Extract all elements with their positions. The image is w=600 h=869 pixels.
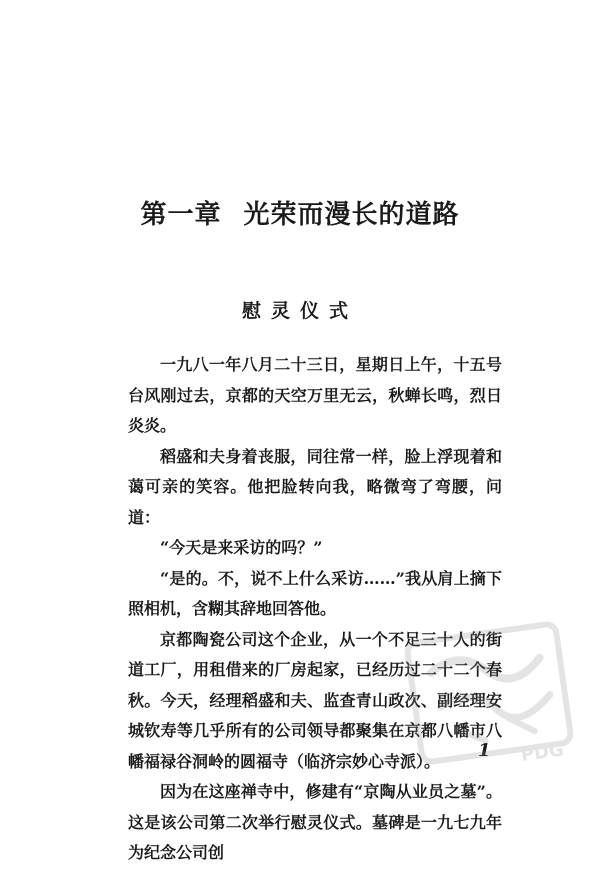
chapter-title (0, 194, 600, 231)
chapter-number: 第一章 (140, 200, 222, 230)
section-title: 慰灵仪式 (241, 300, 358, 322)
body-text (128, 350, 502, 869)
paragraph: 稻盛和夫身着丧服，同往常一样，脸上浮现着和蔼可亲的笑容。他把脸转向我，略微弯了弯腰，问道： (128, 446, 502, 527)
watermark-seal-icon (406, 623, 574, 780)
paragraph: 因为在这座禅寺中，修建有“京陶从业员之墓”。这是该公司第二次举行慰灵仪式。墓碑是一九七九年为纪念公司创 (128, 782, 502, 862)
paragraph: 一九八一年八月二十三日，星期日上午，十五号台风刚过去，京都的天空万里无云，秋蝉长鸣，烈日炎炎。 (128, 355, 502, 435)
paragraph: “是的。不，说不上什么采访……”我从肩上摘下照相机，含糊其辞地回答他。 (128, 568, 502, 618)
watermark-text: PDG (519, 739, 566, 767)
watermark-stamp (395, 615, 585, 785)
chapter-name: 光荣而漫长的道路 (243, 200, 460, 230)
paragraph: 京都陶瓷公司这个企业，从一个不足三十人的街道工厂，用租借来的厂房起家，已经历过二十二个春秋。今天，经理稻盛和夫、监查青山政次、副经理安城钦寿等几乎所有的公司领导都聚集在京都八幡市八幡福禄谷洞岭的圆福寺（临济宗妙心寺派）。 (128, 629, 502, 771)
page-number: 1 (478, 740, 491, 761)
paragraph: “今天是来采访的吗？” (160, 538, 323, 557)
